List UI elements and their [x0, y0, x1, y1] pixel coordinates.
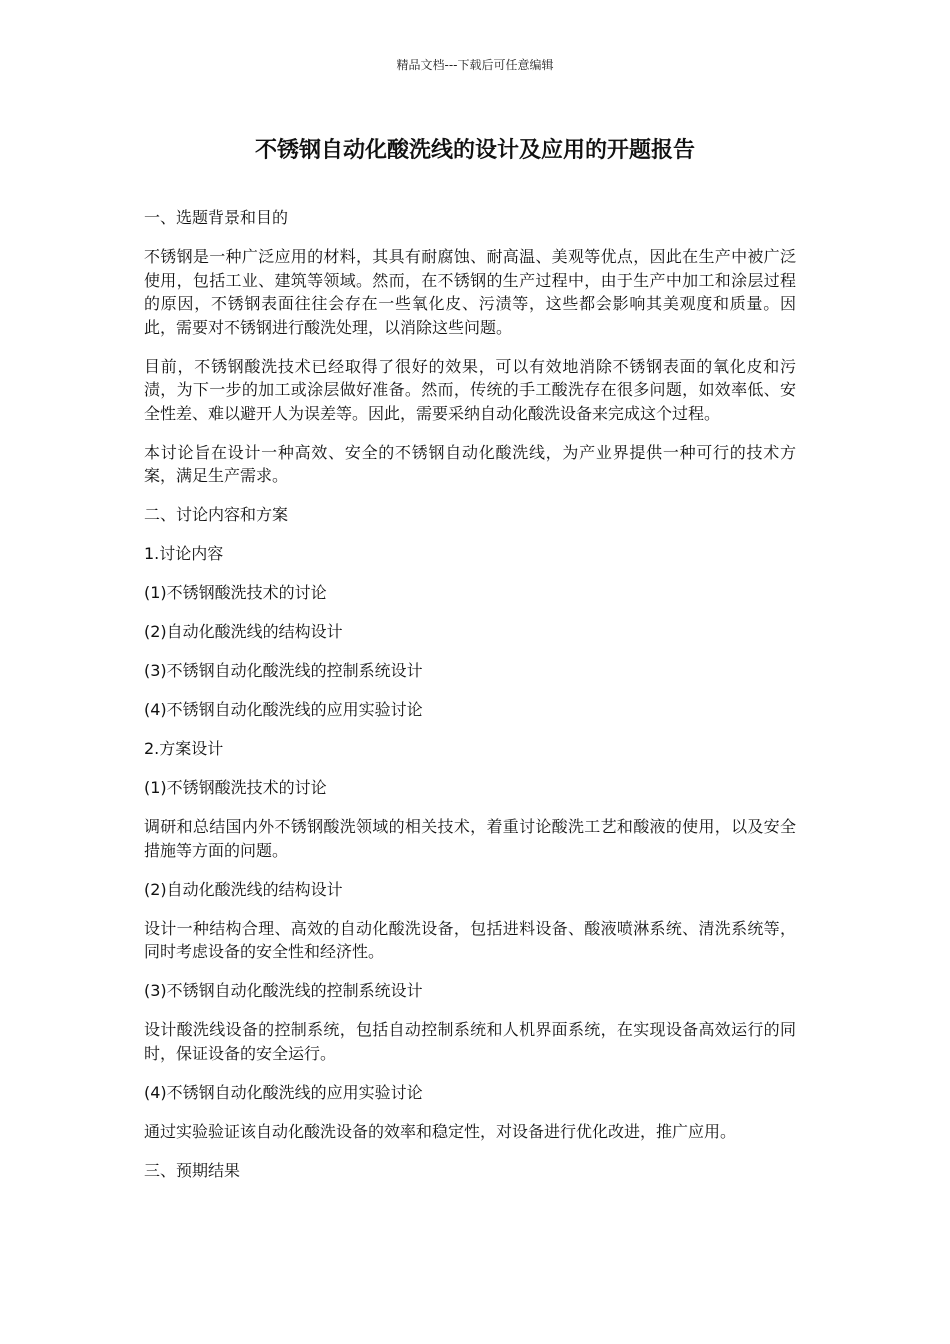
section-heading-content: 二、讨论内容和方案 [144, 505, 289, 524]
paragraph-background-1: 不锈钢是一种广泛应用的材料，其具有耐腐蚀、耐高温、美观等优点，因此在生产中被广泛使用，包括工业、建筑等领域。然而，在不锈钢的生产过程中，由于生产中加工和涂层过程的原因，不锈钢表面往往会存在一些氧化皮、污渍等，这些都会影响其美观度和质量。因此，需要对不锈钢进行酸洗处理，以消除这些问题。 [144, 247, 796, 337]
section-heading-expected-results: 三、预期结果 [144, 1160, 241, 1180]
document-body [144, 206, 796, 1198]
section-heading-background: 一、选题背景和目的 [144, 208, 289, 227]
paragraph-background-3: 本讨论旨在设计一种高效、安全的不锈钢自动化酸洗线，为产业界提供一种可行的技术方案，满足生产需求。 [144, 442, 796, 485]
subheading-content: 1.讨论内容 [144, 544, 224, 563]
list-item-content-1: (1)不锈钢酸洗技术的讨论 [144, 583, 327, 602]
list-item-content-2: (2)自动化酸洗线的结构设计 [144, 622, 343, 641]
plan-item-4-text: 通过实验验证该自动化酸洗设备的效率和稳定性，对设备进行优化改进，推广应用。 [144, 1121, 737, 1141]
list-item-content-4: (4)不锈钢自动化酸洗线的应用实验讨论 [144, 700, 423, 719]
plan-item-2-heading: (2)自动化酸洗线的结构设计 [144, 879, 343, 899]
plan-item-1-heading: (1)不锈钢酸洗技术的讨论 [144, 778, 327, 797]
subheading-plan: 2.方案设计 [144, 739, 224, 758]
plan-item-3-text: 设计酸洗线设备的控制系统，包括自动控制系统和人机界面系统，在实现设备高效运行的同时，保证设备的安全运行。 [144, 1020, 796, 1063]
paragraph-background-2: 目前，不锈钢酸洗技术已经取得了很好的效果，可以有效地消除不锈钢表面的氧化皮和污渍，为下一步的加工或涂层做好准备。然而，传统的手工酸洗存在很多问题，如效率低、安全性差、难以避开人为误差等。因此，需要采纳自动化酸洗设备来完成这个过程。 [144, 356, 796, 423]
page-header-watermark: 精品文档---下载后可任意编辑 [396, 58, 554, 72]
plan-item-3-heading: (3)不锈钢自动化酸洗线的控制系统设计 [144, 981, 423, 1000]
plan-item-1-text: 调研和总结国内外不锈钢酸洗领域的相关技术，着重讨论酸洗工艺和酸液的使用，以及安全措施等方面的问题。 [144, 817, 796, 860]
plan-item-2-text: 设计一种结构合理、高效的自动化酸洗设备，包括进料设备、酸液喷淋系统、清洗系统等，同时考虑设备的安全性和经济性。 [144, 918, 796, 961]
document-title: 不锈钢自动化酸洗线的设计及应用的开题报告 [254, 138, 695, 163]
list-item-content-3: (3)不锈钢自动化酸洗线的控制系统设计 [144, 661, 423, 680]
plan-item-4-heading: (4)不锈钢自动化酸洗线的应用实验讨论 [144, 1082, 423, 1102]
